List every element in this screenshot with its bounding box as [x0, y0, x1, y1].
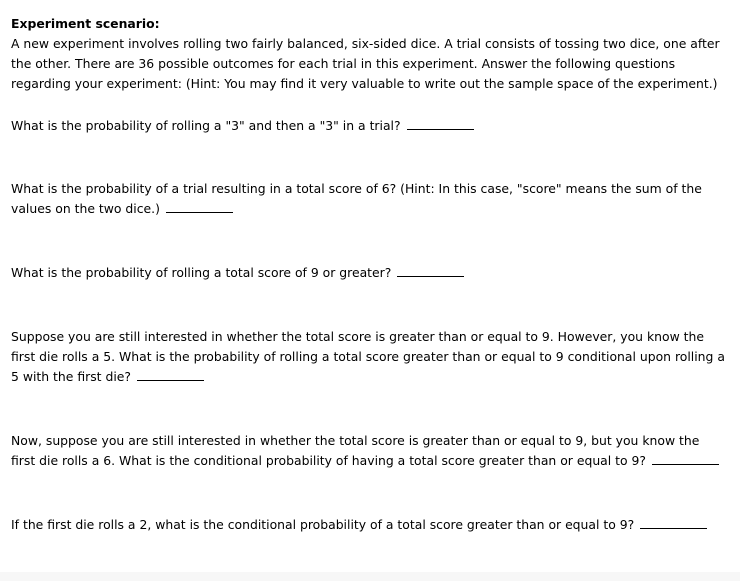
question-3-text: What is the probability of rolling a total score of 9 or greater? [11, 265, 392, 280]
question-6-text: If the first die rolls a 2, what is the conditional probability of a total score greater than or equal to 9? [11, 517, 635, 532]
question-1 [11, 116, 474, 136]
answer-blank-5[interactable] [652, 451, 719, 465]
question-2-text: What is the probability of a trial resulting in a total score of 6? (Hint: In this case, "score" means the sum of the values on the two dice.) [11, 181, 702, 216]
scenario-intro: A new experiment involves rolling two fairly balanced, six-sided dice. A trial consists of tossing two dice, one after the other. There are 36 possible outcomes for each trial in this experiment. Answer the following questions regarding your experiment: (Hint: You may find it very valuable to write out the sample space of the experiment.) [11, 36, 720, 91]
question-6 [11, 515, 707, 535]
answer-blank-4[interactable] [137, 367, 204, 381]
question-4 [11, 327, 726, 387]
bottom-divider [0, 572, 740, 581]
question-2 [11, 179, 726, 219]
answer-blank-1[interactable] [407, 116, 474, 130]
question-4-text: Suppose you are still interested in whether the total score is greater than or equal to 9. However, you know the first die rolls a 5. What is the probability of rolling a total score greater than or equal to 9 conditional upon rolling a 5 with the first die? [11, 329, 725, 384]
question-5 [11, 431, 726, 471]
answer-blank-6[interactable] [640, 515, 707, 529]
question-3 [11, 263, 464, 283]
scenario-heading: Experiment scenario: [11, 16, 160, 31]
question-5-text: Now, suppose you are still interested in whether the total score is greater than or equal to 9, but you know the first die rolls a 6. What is the conditional probability of having a total score greater than or equal to 9? [11, 433, 700, 468]
answer-blank-2[interactable] [166, 199, 233, 213]
worksheet [11, 14, 726, 532]
question-1-text: What is the probability of rolling a "3" and then a "3" in a trial? [11, 118, 401, 133]
answer-blank-3[interactable] [397, 263, 464, 277]
